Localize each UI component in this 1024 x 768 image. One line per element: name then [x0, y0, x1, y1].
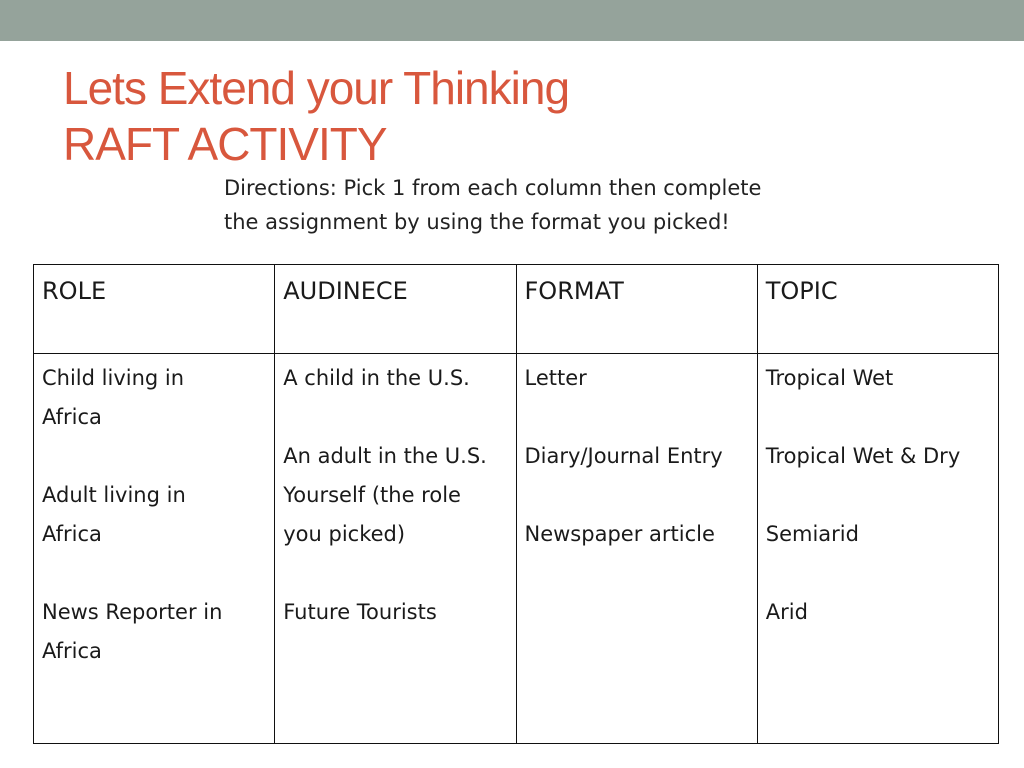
cell-text-line: Africa — [42, 522, 102, 546]
cell-text-line — [42, 554, 266, 593]
cell-text-line: Arid — [765, 600, 808, 624]
cell-text-line: Child living in — [42, 366, 185, 390]
top-band — [0, 0, 1024, 41]
cell-text-line — [283, 398, 507, 437]
cell-text-line: Tropical Wet — [765, 366, 894, 390]
cell-text-line: An adult in the U.S. — [283, 444, 487, 468]
cell-text-line: Yourself (the role — [283, 483, 461, 507]
format-options-cell — [516, 354, 757, 744]
cell-text-line: Letter — [524, 366, 587, 390]
header-format: FORMAT — [516, 265, 757, 354]
slide-title — [63, 60, 569, 172]
cell-text-line: Diary/Journal Entry — [524, 444, 723, 468]
cell-text-line: Future Tourists — [283, 600, 437, 624]
cell-text-line — [525, 398, 749, 437]
directions-line-2: the assignment by using the format you picked! — [224, 210, 730, 234]
raft-table — [33, 264, 999, 744]
cell-text-line: Semiarid — [765, 522, 859, 546]
cell-text-line: Tropical Wet & Dry — [765, 444, 961, 468]
cell-text-line: A child in the U.S. — [283, 366, 470, 390]
cell-text-line — [283, 554, 507, 593]
directions-line-1: Directions: Pick 1 from each column then complete — [224, 176, 762, 200]
cell-text-line — [766, 554, 990, 593]
cell-text-line — [766, 476, 990, 515]
header-role: ROLE — [34, 265, 275, 354]
cell-text-line: Newspaper article — [524, 522, 715, 546]
table-row — [34, 354, 999, 744]
header-audience: AUDINECE — [275, 265, 516, 354]
cell-text-line: Adult living in — [42, 483, 186, 507]
cell-text-line: Africa — [42, 639, 102, 663]
cell-text-line — [525, 476, 749, 515]
table-header-row — [34, 265, 999, 354]
header-topic: TOPIC — [757, 265, 998, 354]
audience-options-cell — [275, 354, 516, 744]
title-line-1: Lets Extend your Thinking — [63, 62, 570, 114]
topic-options-cell — [757, 354, 998, 744]
role-options-cell — [34, 354, 275, 744]
title-line-2: RAFT ACTIVITY — [63, 118, 387, 170]
directions-text — [224, 171, 844, 239]
cell-text-line: you picked) — [283, 522, 406, 546]
cell-text-line — [766, 398, 990, 437]
cell-text-line — [42, 437, 266, 476]
cell-text-line: News Reporter in — [42, 600, 223, 624]
cell-text-line: Africa — [42, 405, 102, 429]
